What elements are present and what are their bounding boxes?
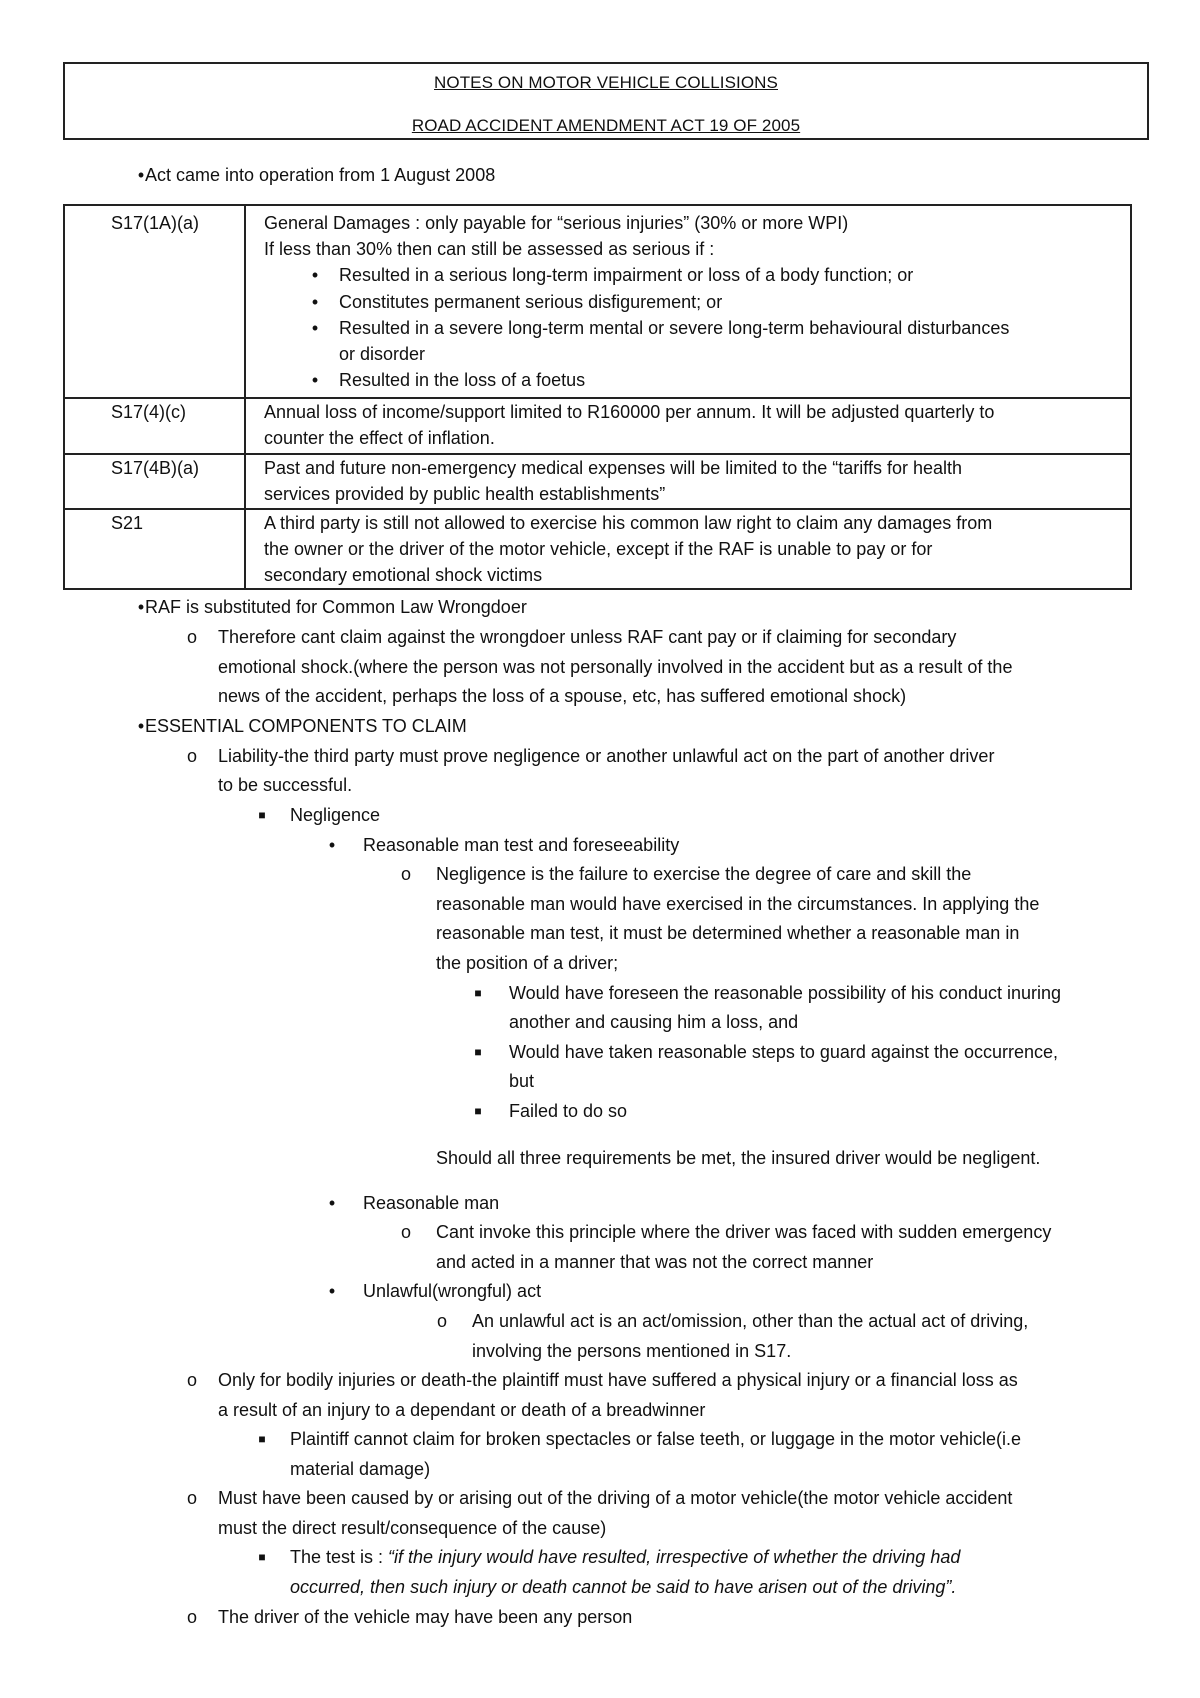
negligence-heading: Negligence [290, 805, 381, 825]
liability-text: Liability-the third party must prove negligence or another unlawful act on the part of another driver [218, 746, 995, 766]
table-bullet-text: Resulted in a severe long-term mental or severe long-term behavioural disturbances [339, 318, 1010, 338]
negligence-definition: Negligence is the failure to exercise the degree of care and skill the [436, 864, 972, 884]
table-bullet-text: Resulted in the loss of a foetus [339, 370, 586, 390]
table-cell-text: General Damages : only payable for “serious injuries” (30% or more WPI) [264, 213, 849, 233]
plaintiff-text: material damage) [290, 1459, 431, 1479]
bullet-icon: • [137, 165, 145, 185]
test-suffix: . [951, 1577, 957, 1597]
bodily-injury-text: Only for bodily injuries or death-the plaintiff must have suffered a physical injury or a financial loss as [218, 1370, 1018, 1390]
table-cell-text: services provided by public health establishments” [264, 484, 666, 504]
intro-bullet-text: Act came into operation from 1 August 2008 [145, 165, 496, 185]
document-subtitle: ROAD ACCIDENT AMENDMENT ACT 19 OF 2005 [411, 116, 801, 135]
title-box [63, 62, 1149, 140]
table-bullet-text: Resulted in a serious long-term impairment or loss of a body function; or [339, 265, 914, 285]
raf-sub-text: news of the accident, perhaps the loss of a spouse, etc, has suffered emotional shock) [218, 686, 907, 706]
bullet-icon: • [311, 318, 319, 338]
test-quote: “if the injury would have resulted, irrespective of whether the driving had [388, 1547, 961, 1567]
bullet-icon: • [328, 1281, 336, 1301]
reasonable-man-heading: Reasonable man [363, 1193, 500, 1213]
document-title: NOTES ON MOTOR VEHICLE COLLISIONS [434, 73, 778, 92]
unlawful-text: An unlawful act is an act/omission, other than the actual act of driving, [472, 1311, 1029, 1331]
test-text [290, 1544, 960, 1570]
square-bullet-icon: ■ [258, 1432, 266, 1446]
square-bullet-icon: ■ [258, 808, 266, 822]
circle-bullet-icon: o [186, 746, 197, 766]
circle-bullet-icon: o [186, 627, 197, 647]
requirement-text: another and causing him a loss, and [509, 1012, 799, 1032]
bullet-icon: • [328, 835, 336, 855]
circle-bullet-icon: o [400, 864, 411, 884]
bullet-icon: • [311, 265, 319, 285]
requirement-text: but [509, 1071, 535, 1091]
circle-bullet-icon: o [436, 1311, 447, 1331]
bullet-icon: • [311, 292, 319, 312]
requirement-text: Failed to do so [509, 1101, 628, 1121]
unlawful-heading: Unlawful(wrongful) act [363, 1281, 542, 1301]
reasonable-man-text: and acted in a manner that was not the correct manner [436, 1252, 874, 1272]
conclusion-text: Should all three requirements be met, the insured driver would be negligent. [436, 1148, 1041, 1168]
bullet-icon: • [328, 1193, 336, 1213]
negligence-definition: reasonable man test, it must be determined whether a reasonable man in [436, 923, 1020, 943]
raf-sub-text: emotional shock.(where the person was not personally involved in the accident but as a result of the [218, 657, 1013, 677]
test-text [290, 1574, 956, 1600]
table-cell-text: the owner or the driver of the motor vehicle, except if the RAF is unable to pay or for [264, 539, 933, 559]
test-prefix: The test is : [290, 1547, 389, 1567]
raf-bullet-text: RAF is substituted for Common Law Wrongdoer [145, 597, 527, 617]
square-bullet-icon: ■ [258, 1550, 266, 1564]
circle-bullet-icon: o [186, 1488, 197, 1508]
negligence-definition: the position of a driver; [436, 953, 619, 973]
circle-bullet-icon: o [400, 1222, 411, 1242]
requirement-text: Would have taken reasonable steps to guard against the occurrence, [509, 1042, 1059, 1062]
table-bullet-text: Constitutes permanent serious disfigurement; or [339, 292, 723, 312]
table-cell-text: secondary emotional shock victims [264, 565, 543, 585]
raf-sub-text: Therefore cant claim against the wrongdoer unless RAF cant pay or if claiming for secondary [218, 627, 957, 647]
table-cell-text: If less than 30% then can still be assessed as serious if : [264, 239, 715, 259]
plaintiff-text: Plaintiff cannot claim for broken spectacles or false teeth, or luggage in the motor vehicle(i.e [290, 1429, 1022, 1449]
square-bullet-icon: ■ [474, 1045, 482, 1059]
essential-heading: ESSENTIAL COMPONENTS TO CLAIM [145, 716, 467, 736]
circle-bullet-icon: o [186, 1607, 197, 1627]
bullet-icon: • [137, 597, 145, 617]
bullet-icon: • [137, 716, 145, 736]
unlawful-text: involving the persons mentioned in S17. [472, 1341, 792, 1361]
table-cell-text: Past and future non-emergency medical expenses will be limited to the “tariffs for health [264, 458, 963, 478]
table-bullet-text: or disorder [339, 344, 426, 364]
causation-text: Must have been caused by or arising out of the driving of a motor vehicle(the motor vehicle accident [218, 1488, 1013, 1508]
table-cell-section: S17(1A)(a) [111, 213, 200, 233]
negligence-definition: reasonable man would have exercised in the circumstances. In applying the [436, 894, 1040, 914]
table-cell-text: Annual loss of income/support limited to R160000 per annum. It will be adjusted quarterly to [264, 402, 995, 422]
requirement-text: Would have foreseen the reasonable possibility of his conduct inuring [509, 983, 1062, 1003]
liability-text: to be successful. [218, 775, 353, 795]
circle-bullet-icon: o [186, 1370, 197, 1390]
causation-text: must the direct result/consequence of the cause) [218, 1518, 607, 1538]
table-cell-section: S17(4B)(a) [111, 458, 200, 478]
table-cell-text: counter the effect of inflation. [264, 428, 495, 448]
bullet-icon: • [311, 370, 319, 390]
square-bullet-icon: ■ [474, 1104, 482, 1118]
table-cell-section: S17(4)(c) [111, 402, 187, 422]
sections-table [63, 204, 1132, 590]
bodily-injury-text: a result of an injury to a dependant or death of a breadwinner [218, 1400, 706, 1420]
table-cell-section: S21 [111, 513, 144, 533]
test-quote: occurred, then such injury or death cannot be said to have arisen out of the driving” [290, 1577, 952, 1597]
square-bullet-icon: ■ [474, 986, 482, 1000]
reasonable-test-heading: Reasonable man test and foreseeability [363, 835, 680, 855]
table-cell-text: A third party is still not allowed to exercise his common law right to claim any damages from [264, 513, 993, 533]
driver-text: The driver of the vehicle may have been any person [218, 1607, 633, 1627]
reasonable-man-text: Cant invoke this principle where the driver was faced with sudden emergency [436, 1222, 1052, 1242]
